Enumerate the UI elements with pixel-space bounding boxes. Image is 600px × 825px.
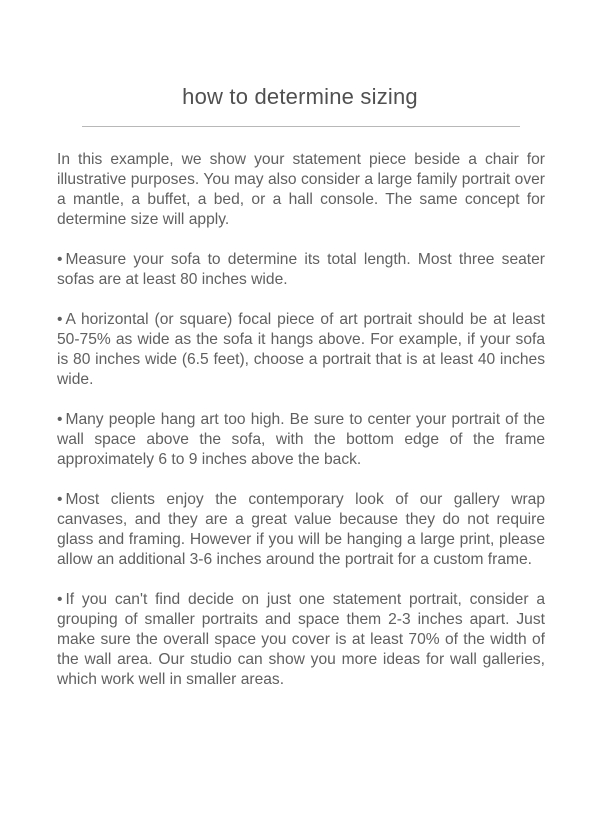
tip-paragraph: [57, 490, 545, 570]
bullet-icon: •: [57, 491, 63, 508]
page-title: how to determine sizing: [182, 84, 418, 109]
tip-text: A horizontal (or square) focal piece of art portrait should be at least 50-75% as wide as the sofa it hangs above. For example, if your sofa is 80 inches wide (6.5 feet), choose a portrait that is at least 40 inches wide.: [57, 311, 545, 388]
tip-text: Many people hang art too high. Be sure to center your portrait of the wall space above the sofa, with the bottom edge of the frame approximately 6 to 9 inches above the back.: [57, 411, 545, 468]
bullet-icon: •: [57, 591, 63, 608]
bullet-icon: •: [57, 251, 63, 268]
tip-text: Most clients enjoy the contemporary look of our gallery wrap canvases, and they are a great value because they do not require glass and framing. However if you will be hanging a large print, please allow an additional 3-6 inches around the portrait for a custom frame.: [57, 491, 545, 568]
tip-paragraph: [57, 250, 545, 290]
sizing-guide-body: [57, 150, 545, 710]
tip-paragraph: [57, 410, 545, 470]
tip-paragraph: [57, 590, 545, 690]
intro-paragraph: In this example, we show your statement piece beside a chair for illustrative purposes. You may also consider a large family portrait over a mantle, a buffet, a bed, or a hall console. The same concept for determine size will apply.: [57, 151, 545, 228]
tip-text: If you can't find decide on just one statement portrait, consider a grouping of smaller portraits and space them 2-3 inches apart. Just make sure the overall space you cover is at least 70% of the width of the wall area. Our studio can show you more ideas for wall galleries, which work well in smaller areas.: [57, 591, 545, 688]
bullet-icon: •: [57, 311, 63, 328]
tip-text: Measure your sofa to determine its total length. Most three seater sofas are at least 80 inches wide.: [57, 251, 545, 288]
bullet-icon: •: [57, 411, 63, 428]
tip-paragraph: [57, 310, 545, 390]
title-divider: [82, 126, 520, 127]
